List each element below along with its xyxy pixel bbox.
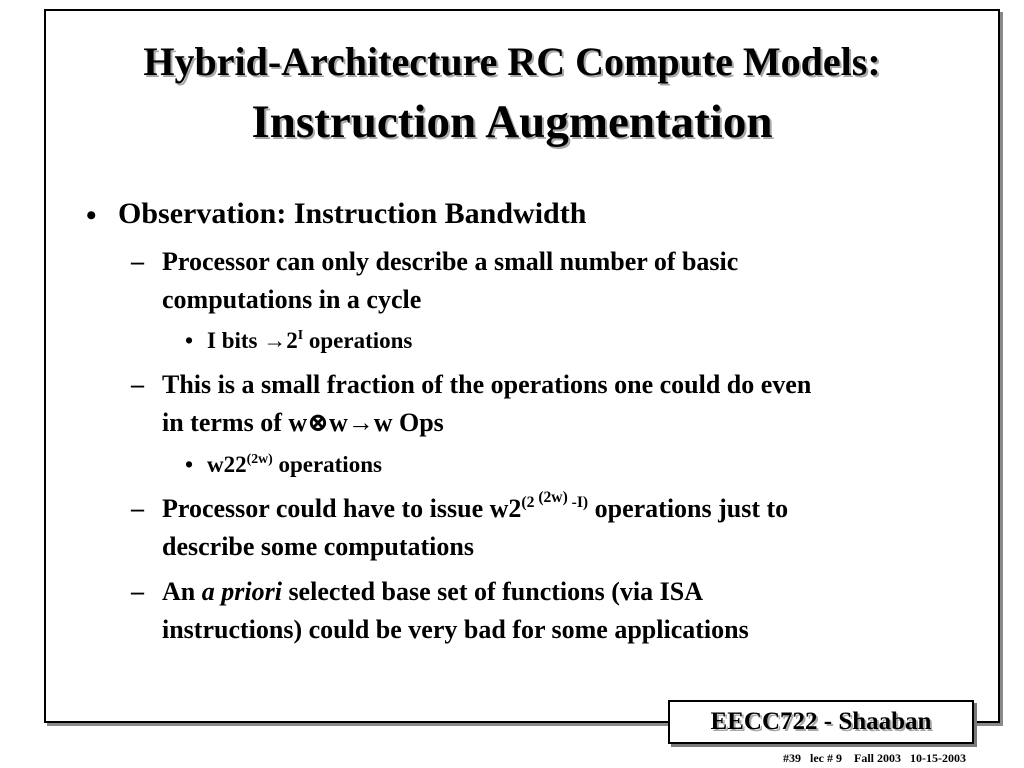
issue-exponent-close: -I) — [567, 493, 589, 511]
dash-marker: – — [131, 494, 144, 523]
small-bullet-marker: • — [185, 328, 194, 353]
sub-bullet-4-line1 — [162, 577, 703, 607]
otimes-icon: ⊗ — [307, 408, 329, 437]
bullet-marker: • — [86, 199, 97, 232]
issue-text-post: operations just to — [588, 494, 789, 523]
sub-bullet-2-line1: This is a small fraction of the operations one could do even — [162, 370, 812, 399]
ibits-base: 2 — [286, 328, 298, 353]
sub-bullet-4-line2: instructions) could be very bad for some applications — [162, 615, 749, 644]
slide-title-line2: Instruction Augmentation — [251, 96, 773, 148]
sub-bullet-2-line2 — [162, 408, 444, 438]
apriori-pre: An — [162, 577, 202, 606]
apriori-emphasis: a priori — [201, 577, 282, 606]
w2-operations: operations — [272, 452, 382, 477]
arrow-icon: → — [263, 328, 287, 353]
ibits-operations: operations — [303, 328, 413, 353]
terms-w: w — [328, 408, 348, 437]
ibits-text: I bits — [207, 328, 264, 353]
slide-footer: #39 lec # 9 Fall 2003 10-15-2003 — [783, 751, 966, 765]
w2-exponent: (2w) — [246, 451, 273, 467]
dash-marker: – — [131, 577, 144, 606]
issue-exponent-inner: (2w) — [538, 489, 568, 507]
w2-text: w2 — [207, 452, 236, 477]
sub-bullet-3-line1 — [162, 489, 789, 524]
sub-sub-bullet-w22w — [207, 452, 382, 478]
dash-marker: – — [131, 370, 144, 399]
arrow-icon: → — [347, 408, 374, 437]
sub-bullet-1-line1: Processor can only describe a small number of basic — [162, 247, 739, 276]
issue-exponent-open: (2 — [521, 493, 539, 511]
dash-marker: – — [131, 247, 144, 276]
sub-bullet-3-line2: describe some computations — [162, 532, 474, 561]
issue-text: Processor could have to issue w2 — [162, 494, 522, 523]
terms-text: in terms of w — [162, 408, 308, 437]
course-badge-label: EECC722 - Shaaban — [710, 708, 932, 735]
w2-base: 2 — [235, 452, 247, 477]
bullet-observation: Observation: Instruction Bandwidth — [118, 197, 587, 230]
terms-ops: w Ops — [373, 408, 444, 437]
course-badge — [668, 700, 974, 744]
apriori-post: selected base set of functions (via ISA — [281, 577, 703, 606]
sub-bullet-1-line2: computations in a cycle — [162, 285, 422, 314]
small-bullet-marker: • — [185, 452, 194, 477]
slide-title-line1: Hybrid-Architecture RC Compute Models: — [143, 39, 881, 84]
sub-sub-bullet-ibits — [207, 328, 412, 354]
ibits-exponent: I — [297, 327, 304, 343]
